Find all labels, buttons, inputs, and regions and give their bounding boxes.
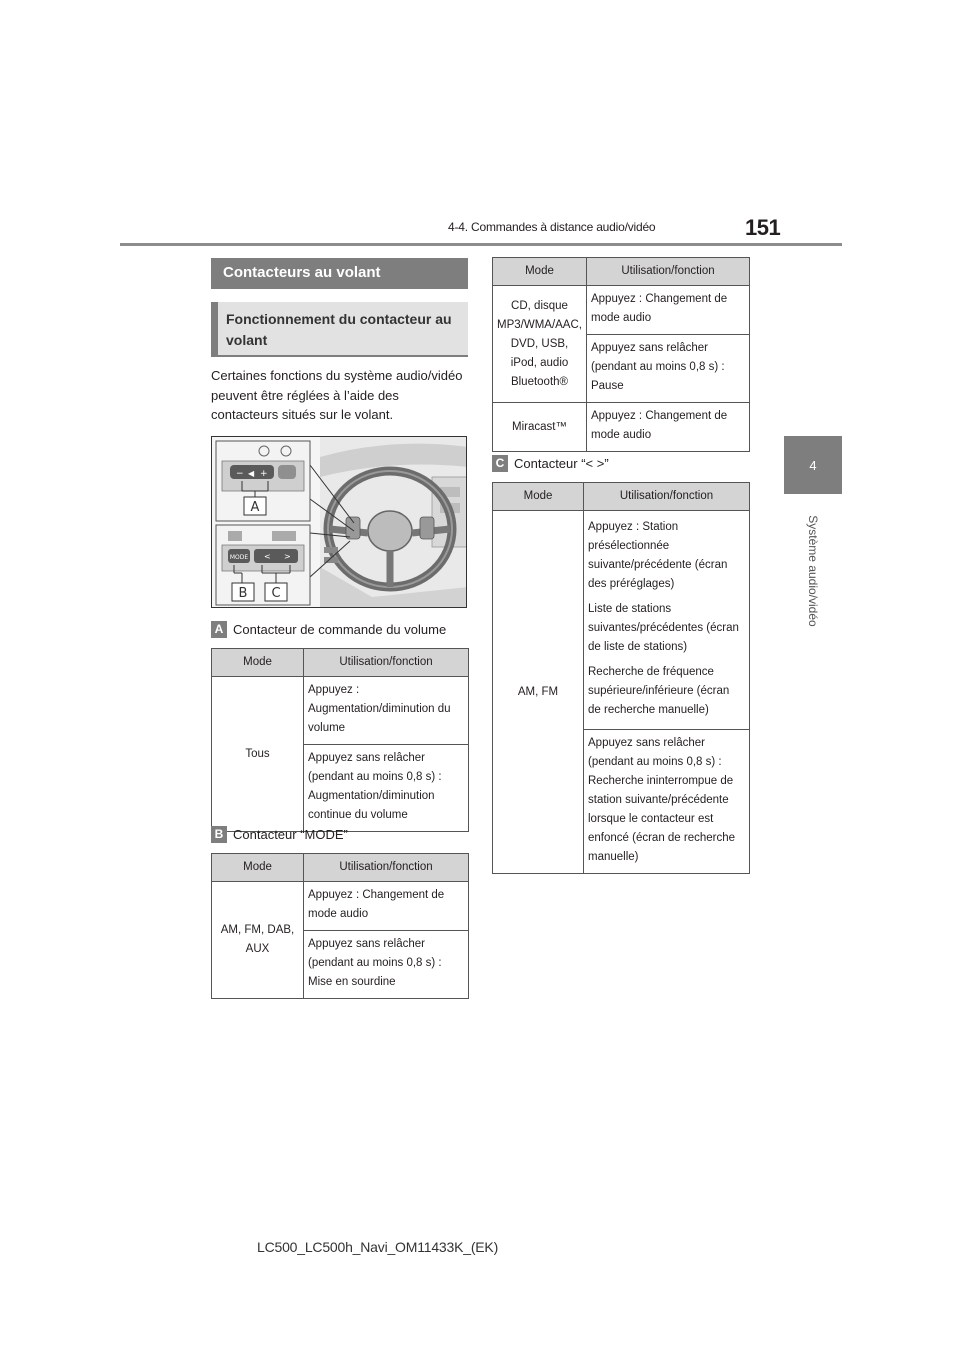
- table-b-function-2: Appuyez sans relâcher (pendant au moins 0,8 s) : Mise en sourdine: [304, 931, 469, 999]
- section-header: 4-4. Commandes à distance audio/vidéo: [448, 220, 656, 234]
- table-a: [211, 648, 469, 832]
- subsection-heading: Fonctionnement du contacteur au volant: [211, 302, 468, 357]
- figure-label-a: A: [250, 500, 260, 515]
- svg-text:<: <: [264, 552, 271, 561]
- table-c-header-mode: Mode: [493, 483, 584, 511]
- table-a-header-function: Utilisation/fonction: [304, 649, 469, 677]
- table-b2-mode-2: Miracast™: [493, 403, 587, 452]
- table-b-mode: AM, FM, DAB, AUX: [212, 882, 304, 999]
- table-b2-header-mode: Mode: [493, 258, 587, 286]
- table-c-press-function-3: Recherche de fréquence supérieure/inférieure (écran de recherche manuelle): [588, 666, 730, 716]
- figure-mode-label: MODE: [229, 554, 249, 561]
- callout-a-title: Contacteur de commande du volume: [233, 622, 447, 637]
- header-rule: [120, 243, 842, 246]
- footer-code: LC500_LC500h_Navi_OM11433K_(EK): [257, 1239, 499, 1255]
- table-b2-function-1: Appuyez : Changement de mode audio: [586, 286, 749, 335]
- table-b: [211, 853, 469, 999]
- table-b2-function-2: Appuyez sans relâcher (pendant au moins 0,8 s) : Pause: [586, 335, 749, 403]
- table-b-function-1: Appuyez : Changement de mode audio: [304, 882, 469, 931]
- table-c-header-function: Utilisation/fonction: [584, 483, 750, 511]
- svg-text:+: +: [260, 469, 268, 479]
- svg-text:−: −: [236, 469, 244, 479]
- table-c-mode: AM, FM: [493, 511, 584, 874]
- table-b-header-function: Utilisation/fonction: [304, 854, 469, 882]
- svg-text:>: >: [284, 552, 291, 561]
- table-c-hold-function: Appuyez sans relâcher (pendant au moins 0,8 s) : Recherche ininterrompue de station suivante/précédente lorsque le contacteur est enfoncé (écran de recherche manuelle): [584, 730, 750, 874]
- table-c-press-function-1: Appuyez : Station présélectionnée suivante/précédente (écran des préréglages): [588, 521, 728, 590]
- table-c: [492, 482, 750, 874]
- table-b-header-mode: Mode: [212, 854, 304, 882]
- page-number: 151: [745, 215, 781, 240]
- section-heading: Contacteurs au volant: [211, 258, 468, 289]
- chapter-title: Système audio/vidéo: [806, 515, 820, 627]
- badge-c: C: [492, 455, 508, 472]
- intro-paragraph: Certaines fonctions du système audio/vidéo peuvent être réglées à l’aide des contacteurs situés sur le volant.: [211, 368, 463, 422]
- table-a-header-mode: Mode: [212, 649, 304, 677]
- badge-b: B: [211, 826, 227, 843]
- table-b-continued: [492, 257, 750, 452]
- figure-label-c: C: [271, 586, 281, 601]
- table-a-function-1: Appuyez : Augmentation/diminution du volume: [304, 677, 469, 745]
- table-b2-mode-1: CD, disque MP3/WMA/AAC, DVD, USB, iPod, audio Bluetooth®: [493, 286, 587, 403]
- svg-text:◀: ◀: [248, 469, 255, 478]
- table-c-press-functions: [584, 511, 750, 730]
- table-a-mode: Tous: [212, 677, 304, 832]
- badge-a: A: [211, 621, 227, 638]
- figure-label-b: B: [238, 586, 248, 601]
- steering-wheel-illustration: [211, 436, 467, 608]
- table-a-function-2: Appuyez sans relâcher (pendant au moins 0,8 s) : Augmentation/diminution continue du volume: [304, 745, 469, 832]
- callout-b-title: Contacteur “MODE”: [233, 827, 348, 842]
- chapter-tab: 4: [784, 436, 842, 494]
- table-c-press-function-2: Liste de stations suivantes/précédentes (écran de liste de stations): [588, 603, 739, 653]
- table-b2-function-3: Appuyez : Changement de mode audio: [586, 403, 749, 452]
- table-b2-header-function: Utilisation/fonction: [586, 258, 749, 286]
- callout-c-title: Contacteur “< >”: [514, 456, 609, 471]
